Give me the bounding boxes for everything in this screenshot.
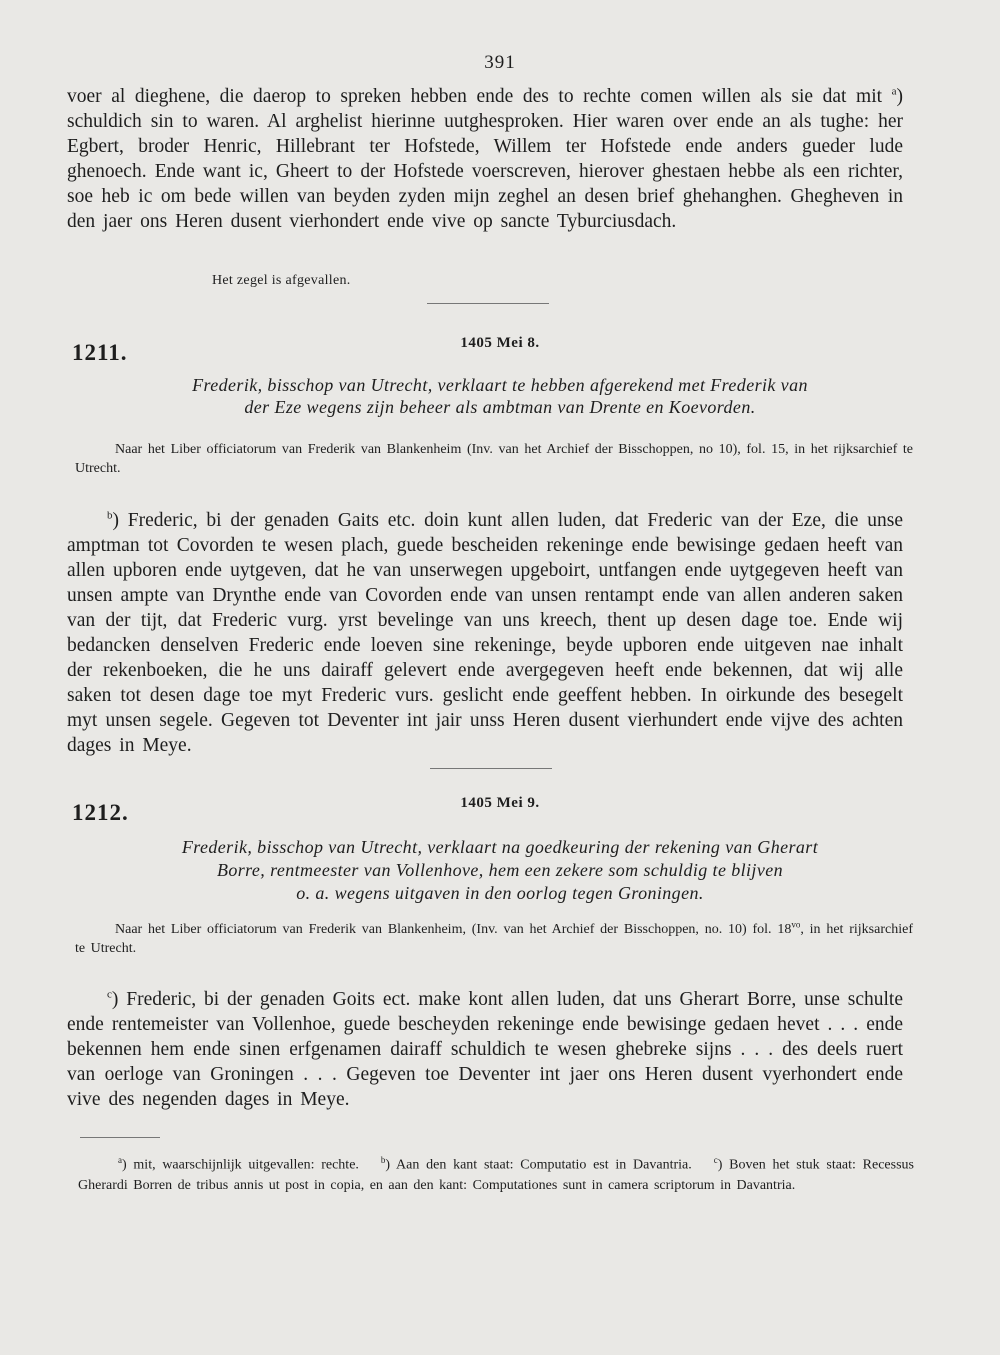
charter-text-body: ) Frederic, bi der genaden Gaits etc. doin kunt allen luden, dat Frederic van der Eze, die unse amptman tot Covorden te wesen plach, guede bescheiden rekeninge ende bewisinge gedaen heeft van allen upboren ende uytgeven, dat he van unserwegen upgeboirt, untfangen ende uytgegeven heeft van unsen ampte van Drynthe ende van Covorden ende van unsen rentampt ende van allen anderen saken van der tijt, dat Frederic vurg. yrst bevelinge van uns kreech, thent up desen dage toe. Ende wij bedancken denselven Frederic ende loeven sine rekeninge, beyde upboren ende uitgeven nae inhalt der rekenboeken, die he uns dairaff gelevert ende avergegeven heeft ende bekennen, dat wij alle saken tot desen dage toe myt Frederic vurs. geslicht ende geeffent hebben. In oirkunde des besegelt myt unsen segele. Gegeven tot Deventer int jair unss Heren dusent vierhundert ende vijve des achten dages in Meye. — [67, 510, 903, 756]
charter-date: 1405 Mei 9. — [460, 795, 540, 811]
summary-line: Borre, rentmeester van Vollenhove, hem een zekere som schuldig te blijven — [216, 860, 784, 880]
charter-source: Naar het Liber officiatorum van Frederik van Blankenheim (Inv. van het Archief der Bisschoppen, no 10), fol. 15, in het rijksarchief te Utrecht. — [75, 442, 913, 476]
summary-line: Frederik, bisschop van Utrecht, verklaart te hebben afgerekend met Frederik van — [192, 375, 808, 395]
footnote-ref-b: b — [107, 509, 113, 522]
summary-line: o. a. wegens uitgaven in den oorlog tegen Groningen. — [296, 883, 704, 903]
footnote-a: ) mit, waarschijnlijk uitgevallen: rechte. — [122, 1157, 359, 1173]
footnote-divider — [80, 1137, 160, 1138]
continuation-paragraph — [67, 84, 903, 234]
charter-text-body: ) Frederic, bi der genaden Goits ect. make kont allen luden, dat uns Gherart Borre, unse schulte ende rentemeister van Vollenhoe, guede bescheyden rekeninge ende bewisinge gedaen hevet . . . ende bekennen hem ende sinen erfgenamen dairaff schuldich te wesen ghebreke sijns . . . des deels ruert van oerloge van Groningen . . . Gegeven toe Deventer int jaer ons Heren dusent vyerhondert ende vive des negenden dages in Meye. — [67, 989, 903, 1110]
charter-source — [75, 920, 913, 958]
footnote-ref-a: a — [891, 85, 897, 98]
charter-date: 1405 Mei 8. — [460, 335, 540, 351]
source-text-start: Naar het Liber officiatorum van Frederik van Blankenheim, (Inv. van het Archief der Bisschoppen, no. 10) fol. 18 — [115, 922, 792, 937]
summary-line: Frederik, bisschop van Utrecht, verklaart na goedkeuring der rekening van Gherart — [181, 837, 819, 857]
section-divider — [427, 303, 549, 304]
summary-line: der Eze wegens zijn beheer als ambtman van Drente en Koevorden. — [244, 397, 756, 417]
charter-number: 1212. — [72, 800, 129, 825]
footnote-marker-c: c — [713, 1155, 718, 1165]
footnote-marker-a: a — [118, 1155, 122, 1165]
page-number: 391 — [484, 52, 516, 73]
charter-summary — [100, 836, 900, 905]
charter-text — [67, 508, 903, 758]
source-text-end: , in het rijksarchief te Utrecht. — [75, 922, 913, 956]
continuation-text-end: ) schuldich sin to waren. Al arghelist hierinne uutghesproken. Hier waren over ende an als tughe: her Egbert, broder Henric, Hillebrant ter Hofstede, Willem ter Hofstede ende anders gueder lude ghenoech. Ende want ic, Gheert to der Hofstede voerscreven, hierover ghestaen hebbe als een richter, soe heb ic om bede willen van beyden zyden mijn zeghel an desen brief ghehanghen. Ghegheven in den jaer ons Heren dusent vierhondert ende vive op sancte Tyburciusdach. — [67, 86, 903, 232]
folio-verso-marker: vo — [791, 919, 801, 930]
charter-summary — [100, 374, 900, 418]
section-divider — [430, 768, 552, 769]
footnote-ref-c: c — [107, 988, 112, 1001]
footnote-marker-b: b — [380, 1155, 386, 1165]
charter-text — [67, 987, 903, 1112]
footnote-b: ) Aan den kant staat: Computatio est in Davantria. — [385, 1157, 692, 1173]
continuation-text-start: voer al dieghene, die daerop to spreken hebben ende des to rechte comen willen als sie dat mit — [67, 86, 892, 107]
footnote-c: ) Boven het stuk staat: Recessus Gherardi Borren de tribus annis ut post in copia, en aan den kant: Computationes sunt in camera scriptorum in Davantria. — [78, 1157, 914, 1193]
charter-number: 1211. — [72, 340, 128, 365]
seal-note: Het zegel is afgevallen. — [212, 273, 351, 288]
footnotes — [78, 1150, 914, 1196]
